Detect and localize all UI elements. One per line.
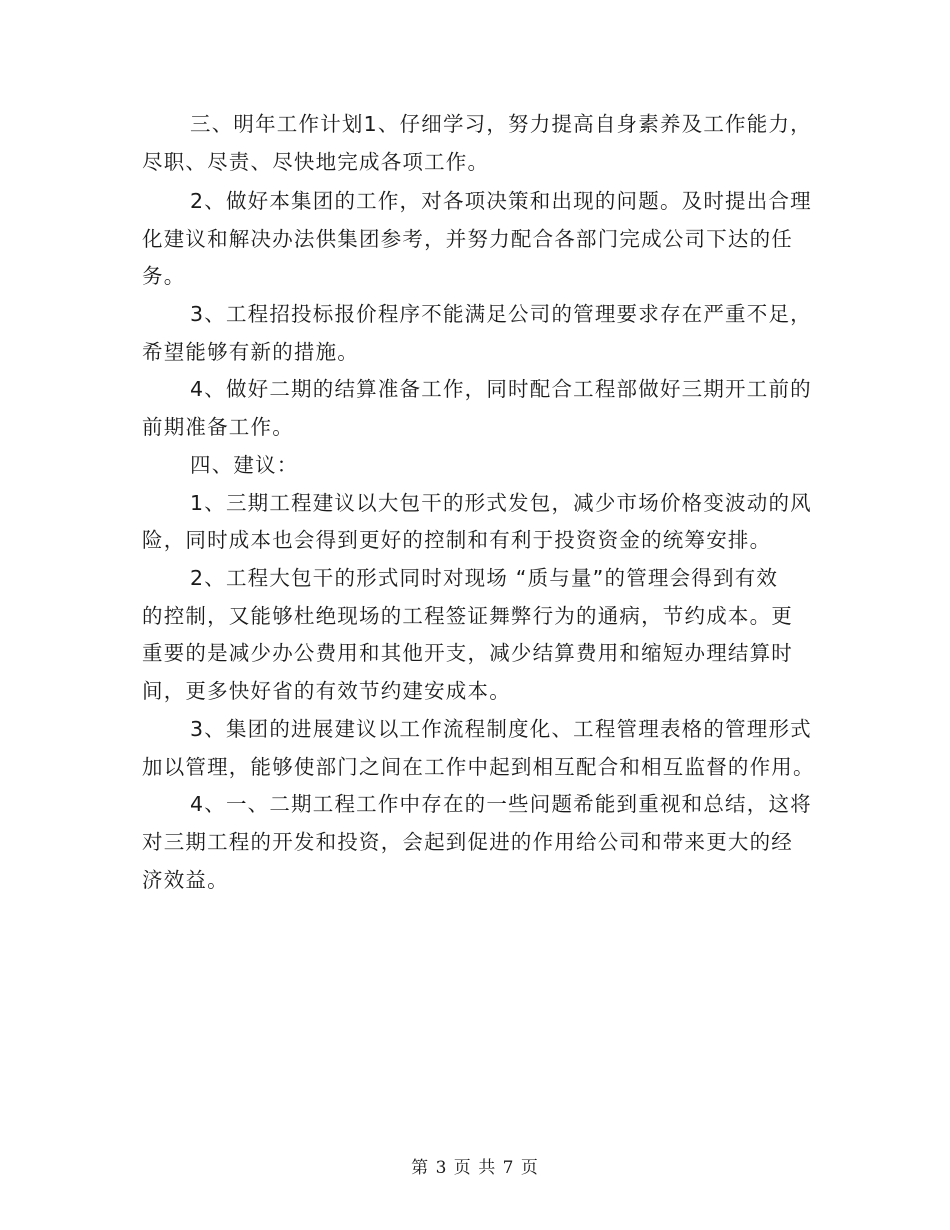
section-heading: 四、建议： [190,453,299,477]
text-line: 对三期工程的开发和投资，会起到促进的作用给公司和带来更大的经 [142,830,793,854]
text-line: 重要的是减少办公费用和其他开支，减少结算费用和缩短办理结算时 [142,641,793,665]
text-line: 险，同时成本也会得到更好的控制和有利于投资资金的统筹安排。 [142,528,772,552]
text-line: 4、做好二期的结算准备工作，同时配合工程部做好三期开工前的 [190,377,812,401]
text-line: 3、工程招投标报价程序不能满足公司的管理要求存在严重不足， [190,302,812,326]
text-line: 希望能够有新的措施。 [142,340,359,364]
text-line: 3、集团的进展建议以工作流程制度化、工程管理表格的管理形式 [190,717,812,741]
text-line: 2、做好本集团的工作，对各项决策和出现的问题。及时提出合理 [190,189,812,213]
text-line: 前期准备工作。 [142,415,294,439]
page-number-footer: 第 3 页 共 7 页 [411,1158,539,1178]
text-line: 间，更多快好省的有效节约建安成本。 [142,679,511,703]
text-line: 1、三期工程建议以大包干的形式发包，减少市场价格变波动的风 [190,491,812,515]
text-line: 济效益。 [142,868,229,892]
text-line: 2、工程大包干的形式同时对现场 “质与量”的管理会得到有效 [190,566,779,590]
text-line: 加以管理，能够使部门之间在工作中起到相互配合和相互监督的作用。 [142,755,815,779]
text-line: 的控制，又能够杜绝现场的工程签证舞弊行为的通病，节约成本。更 [142,604,793,628]
text-line: 化建议和解决办法供集团参考，并努力配合各部门完成公司下达的任 [142,227,793,251]
text-line: 务。 [142,264,186,288]
text-line: 三、明年工作计划1、仔细学习，努力提高自身素养及工作能力， [190,112,812,136]
text-line: 4、一、二期工程工作中存在的一些问题希能到重视和总结，这将 [190,792,812,816]
text-line: 尽职、尽责、尽快地完成各项工作。 [142,150,490,174]
